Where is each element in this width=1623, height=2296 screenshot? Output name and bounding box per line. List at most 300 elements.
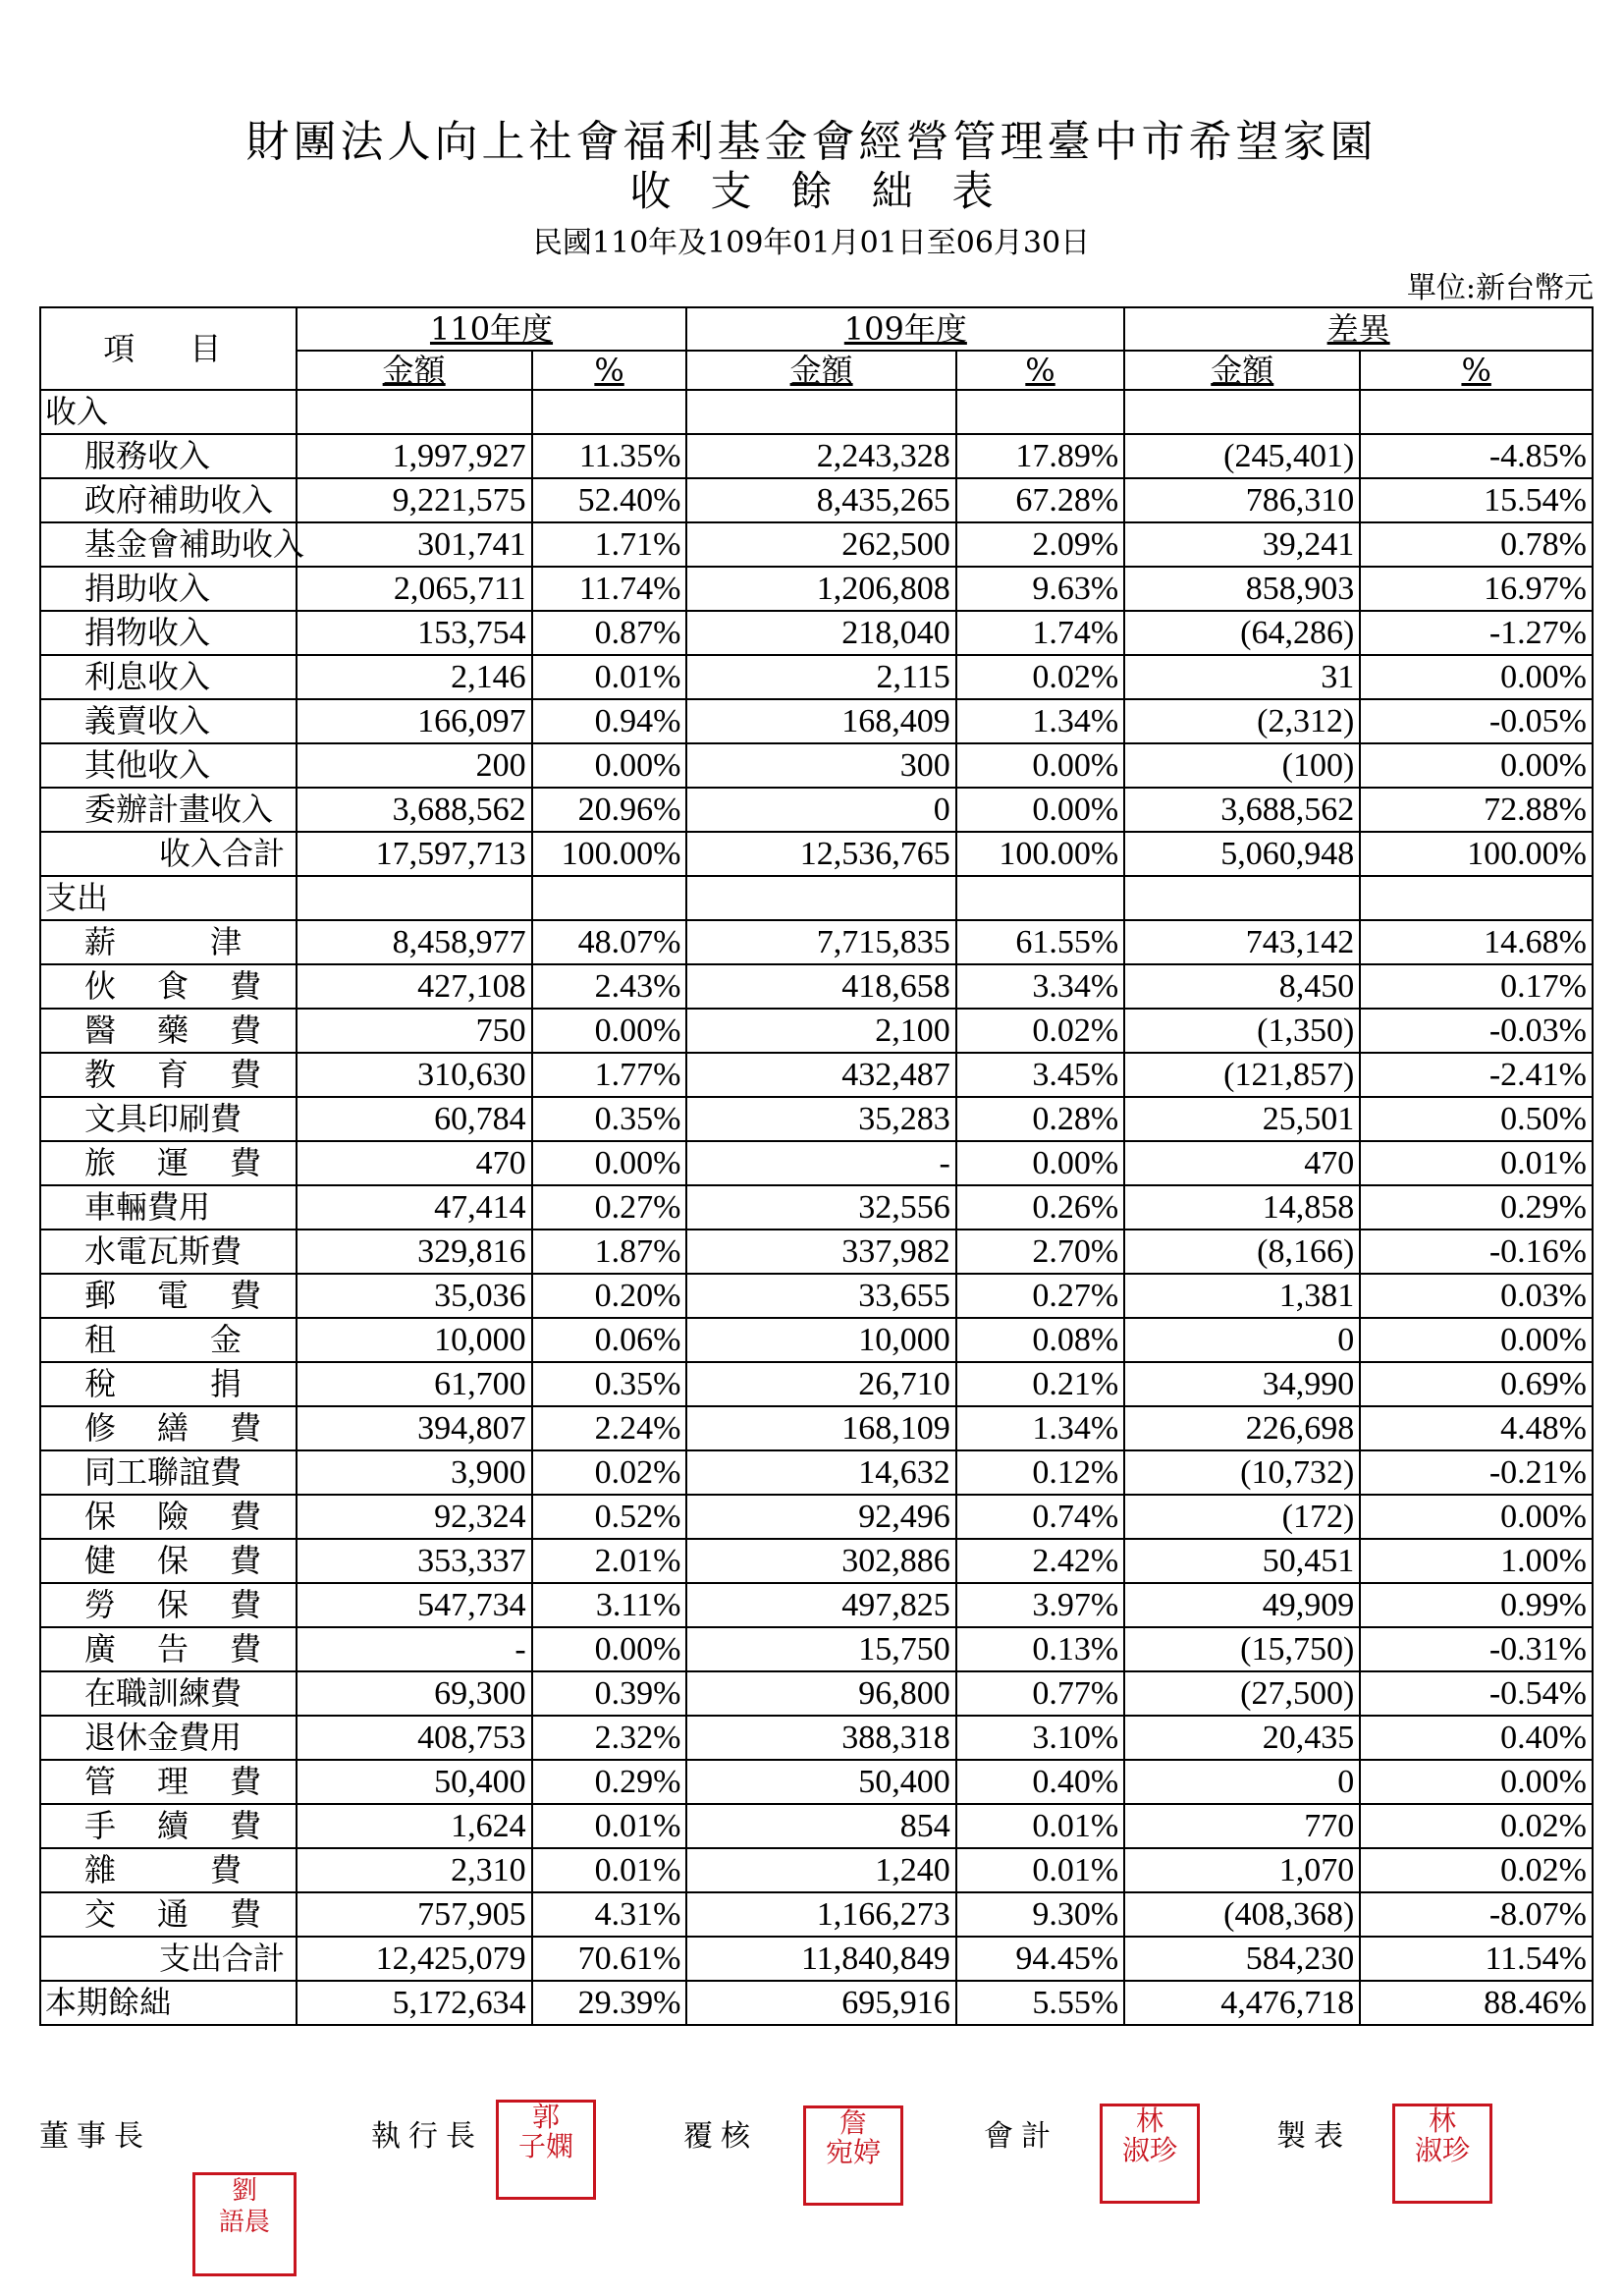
amount-cell — [686, 876, 955, 920]
percent-cell: 0.13% — [956, 1627, 1124, 1671]
percent-cell: 0.00% — [956, 788, 1124, 832]
percent-cell: 2.43% — [532, 964, 687, 1009]
report-period: 民國110年及109年01月01日至06月30日 — [532, 226, 1091, 260]
table-row — [40, 655, 1593, 699]
amount-cell: (245,401) — [1124, 434, 1360, 478]
report-title: 財團法人向上社會福利基金會經營管理臺中市希望家園 — [245, 117, 1378, 167]
table-row — [40, 1848, 1593, 1892]
amount-cell: 15,750 — [686, 1627, 955, 1671]
amount-cell: 337,982 — [686, 1230, 955, 1274]
amount-cell: 3,688,562 — [1124, 788, 1360, 832]
amount-cell: - — [297, 1627, 532, 1671]
income-expense-table — [39, 306, 1594, 2026]
amount-cell: 32,556 — [686, 1185, 955, 1230]
report-subtitle: 收支餘絀表 — [629, 167, 1033, 215]
percent-cell — [532, 876, 687, 920]
table-row — [40, 434, 1593, 478]
percent-cell: 0.00% — [532, 1009, 687, 1053]
amount-cell: 69,300 — [297, 1671, 532, 1716]
percent-cell: 0.27% — [956, 1274, 1124, 1318]
amount-cell: 14,632 — [686, 1450, 955, 1495]
percent-cell: 11.35% — [532, 434, 687, 478]
row-label: 收入 — [40, 390, 297, 434]
table-row — [40, 1981, 1593, 2025]
percent-cell: 0.08% — [956, 1318, 1124, 1362]
amount-cell: 1,206,808 — [686, 567, 955, 611]
amount-cell: 96,800 — [686, 1671, 955, 1716]
percent-cell: 0.01% — [532, 1848, 687, 1892]
amount-cell: 301,741 — [297, 522, 532, 567]
amount-cell: 10,000 — [686, 1318, 955, 1362]
percent-cell: 0.00% — [1360, 1760, 1593, 1804]
amount-cell: 470 — [297, 1141, 532, 1185]
amount-cell: 168,409 — [686, 699, 955, 743]
percent-cell: 0.50% — [1360, 1097, 1593, 1141]
amount-cell: 34,990 — [1124, 1362, 1360, 1406]
percent-cell: 5.55% — [956, 1981, 1124, 2025]
amount-cell: 0 — [1124, 1760, 1360, 1804]
table-row — [40, 1185, 1593, 1230]
table-row — [40, 743, 1593, 788]
percent-cell: 1.74% — [956, 611, 1124, 655]
amount-cell: 757,905 — [297, 1892, 532, 1937]
percent-cell: 0.69% — [1360, 1362, 1593, 1406]
percent-cell: -0.16% — [1360, 1230, 1593, 1274]
table-row — [40, 1892, 1593, 1937]
table-row — [40, 1583, 1593, 1627]
amount-cell: 61,700 — [297, 1362, 532, 1406]
percent-cell: 0.01% — [532, 1804, 687, 1848]
percent-cell: -1.27% — [1360, 611, 1593, 655]
percent-cell: 1.71% — [532, 522, 687, 567]
sign-accounting-label: 會計 — [984, 2119, 1058, 2154]
percent-cell: 16.97% — [1360, 567, 1593, 611]
amount-cell: 584,230 — [1124, 1937, 1360, 1981]
percent-cell: 17.89% — [956, 434, 1124, 478]
percent-cell: 94.45% — [956, 1937, 1124, 1981]
amount-cell: 153,754 — [297, 611, 532, 655]
amount-cell: 470 — [1124, 1141, 1360, 1185]
amount-cell: 39,241 — [1124, 522, 1360, 567]
amount-cell: 14,858 — [1124, 1185, 1360, 1230]
percent-cell: -0.21% — [1360, 1450, 1593, 1495]
table-row — [40, 876, 1593, 920]
amount-cell — [297, 876, 532, 920]
amount-cell: 168,109 — [686, 1406, 955, 1450]
amount-cell: 17,597,713 — [297, 832, 532, 876]
table-row — [40, 390, 1593, 434]
table-row — [40, 699, 1593, 743]
percent-cell: -8.07% — [1360, 1892, 1593, 1937]
header-110: 110年度 — [297, 307, 687, 351]
sign-review-label: 覆核 — [683, 2119, 758, 2154]
percent-cell: 0.99% — [1360, 1583, 1593, 1627]
percent-cell: 0.00% — [532, 743, 687, 788]
header-pct: % — [956, 351, 1124, 390]
percent-cell: -2.41% — [1360, 1053, 1593, 1097]
amount-cell: 1,997,927 — [297, 434, 532, 478]
percent-cell: 14.68% — [1360, 920, 1593, 964]
percent-cell: 4.31% — [532, 1892, 687, 1937]
amount-cell: (8,166) — [1124, 1230, 1360, 1274]
amount-cell: (121,857) — [1124, 1053, 1360, 1097]
prepared-seal: 林 淑珍 — [1392, 2104, 1492, 2204]
amount-cell: 226,698 — [1124, 1406, 1360, 1450]
percent-cell: 3.34% — [956, 964, 1124, 1009]
row-label: 在職訓練費 — [40, 1671, 297, 1716]
row-label: 交通費 — [40, 1892, 297, 1937]
amount-cell: 8,458,977 — [297, 920, 532, 964]
amount-cell: 394,807 — [297, 1406, 532, 1450]
amount-cell: 0 — [1124, 1318, 1360, 1362]
amount-cell: 5,172,634 — [297, 1981, 532, 2025]
percent-cell — [532, 390, 687, 434]
row-label: 文具印刷費 — [40, 1097, 297, 1141]
percent-cell: 0.01% — [956, 1804, 1124, 1848]
amount-cell: 743,142 — [1124, 920, 1360, 964]
table-row — [40, 1450, 1593, 1495]
amount-cell — [686, 390, 955, 434]
amount-cell: 497,825 — [686, 1583, 955, 1627]
percent-cell: 0.28% — [956, 1097, 1124, 1141]
amount-cell: 695,916 — [686, 1981, 955, 2025]
amount-cell: 200 — [297, 743, 532, 788]
percent-cell: 0.77% — [956, 1671, 1124, 1716]
row-label: 伙食費 — [40, 964, 297, 1009]
header-item: 項 目 — [40, 307, 297, 390]
amount-cell: 0 — [686, 788, 955, 832]
percent-cell: 0.00% — [1360, 1495, 1593, 1539]
percent-cell: 0.00% — [1360, 743, 1593, 788]
row-label: 醫藥費 — [40, 1009, 297, 1053]
row-label: 修繕費 — [40, 1406, 297, 1450]
amount-cell: 49,909 — [1124, 1583, 1360, 1627]
percent-cell: -0.31% — [1360, 1627, 1593, 1671]
row-label: 水電瓦斯費 — [40, 1230, 297, 1274]
percent-cell: 0.35% — [532, 1362, 687, 1406]
table-row — [40, 567, 1593, 611]
percent-cell: 0.01% — [956, 1848, 1124, 1892]
table-body — [40, 307, 1593, 2025]
amount-cell: 218,040 — [686, 611, 955, 655]
amount-cell: (64,286) — [1124, 611, 1360, 655]
percent-cell: 48.07% — [532, 920, 687, 964]
sign-prepared-label: 製表 — [1276, 2119, 1351, 2154]
percent-cell: 0.01% — [532, 655, 687, 699]
table-row — [40, 1141, 1593, 1185]
row-label: 同工聯誼費 — [40, 1450, 297, 1495]
percent-cell: 0.02% — [1360, 1848, 1593, 1892]
percent-cell: 0.40% — [956, 1760, 1124, 1804]
percent-cell: 29.39% — [532, 1981, 687, 2025]
amount-cell: 7,715,835 — [686, 920, 955, 964]
percent-cell: 0.00% — [532, 1141, 687, 1185]
row-label: 管理費 — [40, 1760, 297, 1804]
percent-cell: 100.00% — [1360, 832, 1593, 876]
percent-cell: 2.09% — [956, 522, 1124, 567]
percent-cell: 20.96% — [532, 788, 687, 832]
amount-cell: 388,318 — [686, 1716, 955, 1760]
table-row — [40, 522, 1593, 567]
amount-cell: 2,310 — [297, 1848, 532, 1892]
percent-cell: 3.10% — [956, 1716, 1124, 1760]
row-label: 支出 — [40, 876, 297, 920]
amount-cell: 408,753 — [297, 1716, 532, 1760]
ceo-seal: 郭 子嫻 — [496, 2100, 596, 2200]
percent-cell: 88.46% — [1360, 1981, 1593, 2025]
percent-cell: 0.00% — [1360, 655, 1593, 699]
percent-cell — [956, 876, 1124, 920]
amount-cell: 5,060,948 — [1124, 832, 1360, 876]
percent-cell: 0.40% — [1360, 1716, 1593, 1760]
amount-cell: 854 — [686, 1804, 955, 1848]
amount-cell: 25,501 — [1124, 1097, 1360, 1141]
header-diff: 差異 — [1124, 307, 1593, 351]
amount-cell: 26,710 — [686, 1362, 955, 1406]
amount-cell: 8,435,265 — [686, 478, 955, 522]
row-label: 薪津 — [40, 920, 297, 964]
percent-cell: 0.00% — [956, 743, 1124, 788]
percent-cell: 0.29% — [532, 1760, 687, 1804]
amount-cell: 11,840,849 — [686, 1937, 955, 1981]
row-label: 手續費 — [40, 1804, 297, 1848]
amount-cell: 418,658 — [686, 964, 955, 1009]
amount-cell: 2,115 — [686, 655, 955, 699]
percent-cell: 0.02% — [1360, 1804, 1593, 1848]
row-label: 車輛費用 — [40, 1185, 297, 1230]
amount-cell: 262,500 — [686, 522, 955, 567]
row-label: 委辦計畫收入 — [40, 788, 297, 832]
percent-cell: 11.54% — [1360, 1937, 1593, 1981]
amount-cell: 1,166,273 — [686, 1892, 955, 1937]
table-row — [40, 1539, 1593, 1583]
percent-cell: 0.39% — [532, 1671, 687, 1716]
header-pct: % — [1360, 351, 1593, 390]
table-row — [40, 1097, 1593, 1141]
amount-cell: (2,312) — [1124, 699, 1360, 743]
table-row — [40, 611, 1593, 655]
amount-cell: 47,414 — [297, 1185, 532, 1230]
percent-cell: 0.94% — [532, 699, 687, 743]
row-label: 捐助收入 — [40, 567, 297, 611]
percent-cell: 1.34% — [956, 699, 1124, 743]
amount-cell: 786,310 — [1124, 478, 1360, 522]
percent-cell: 3.45% — [956, 1053, 1124, 1097]
amount-cell: (10,732) — [1124, 1450, 1360, 1495]
amount-cell: 2,065,711 — [297, 567, 532, 611]
percent-cell: 1.34% — [956, 1406, 1124, 1450]
percent-cell — [1360, 876, 1593, 920]
percent-cell: 0.26% — [956, 1185, 1124, 1230]
amount-cell — [297, 390, 532, 434]
percent-cell: 9.30% — [956, 1892, 1124, 1937]
table-row — [40, 1274, 1593, 1318]
percent-cell: 0.27% — [532, 1185, 687, 1230]
row-label: 退休金費用 — [40, 1716, 297, 1760]
amount-cell: 310,630 — [297, 1053, 532, 1097]
amount-cell: 20,435 — [1124, 1716, 1360, 1760]
amount-cell: 166,097 — [297, 699, 532, 743]
amount-cell: 427,108 — [297, 964, 532, 1009]
percent-cell: 0.35% — [532, 1097, 687, 1141]
amount-cell: - — [686, 1141, 955, 1185]
chairman-seal: 劉 語晨 — [192, 2172, 297, 2276]
table-row — [40, 1495, 1593, 1539]
row-label: 保險費 — [40, 1495, 297, 1539]
amount-cell: 8,450 — [1124, 964, 1360, 1009]
amount-cell: 3,688,562 — [297, 788, 532, 832]
percent-cell: 70.61% — [532, 1937, 687, 1981]
amount-cell: (408,368) — [1124, 1892, 1360, 1937]
table-row — [40, 1230, 1593, 1274]
amount-cell: (100) — [1124, 743, 1360, 788]
percent-cell: 1.00% — [1360, 1539, 1593, 1583]
amount-cell: 300 — [686, 743, 955, 788]
row-label: 政府補助收入 — [40, 478, 297, 522]
percent-cell: 0.20% — [532, 1274, 687, 1318]
amount-cell: 750 — [297, 1009, 532, 1053]
percent-cell: 0.74% — [956, 1495, 1124, 1539]
table-row — [40, 832, 1593, 876]
amount-cell: 2,146 — [297, 655, 532, 699]
percent-cell — [956, 390, 1124, 434]
row-label: 其他收入 — [40, 743, 297, 788]
table-row — [40, 964, 1593, 1009]
percent-cell: 0.29% — [1360, 1185, 1593, 1230]
percent-cell: 0.06% — [532, 1318, 687, 1362]
table-row — [40, 1318, 1593, 1362]
percent-cell: 2.42% — [956, 1539, 1124, 1583]
amount-cell: 33,655 — [686, 1274, 955, 1318]
table-row — [40, 1627, 1593, 1671]
percent-cell: 4.48% — [1360, 1406, 1593, 1450]
amount-cell: 10,000 — [297, 1318, 532, 1362]
amount-cell: 1,624 — [297, 1804, 532, 1848]
percent-cell: 0.21% — [956, 1362, 1124, 1406]
percent-cell: 52.40% — [532, 478, 687, 522]
amount-cell: 353,337 — [297, 1539, 532, 1583]
percent-cell: 9.63% — [956, 567, 1124, 611]
percent-cell: 0.02% — [956, 655, 1124, 699]
percent-cell: 2.32% — [532, 1716, 687, 1760]
review-seal: 詹 宛婷 — [803, 2105, 903, 2206]
percent-cell: 1.77% — [532, 1053, 687, 1097]
table-row — [40, 478, 1593, 522]
amount-cell: 302,886 — [686, 1539, 955, 1583]
percent-cell: 3.97% — [956, 1583, 1124, 1627]
table-row — [40, 1362, 1593, 1406]
row-label: 收入合計 — [40, 832, 297, 876]
percent-cell: 3.11% — [532, 1583, 687, 1627]
percent-cell: 72.88% — [1360, 788, 1593, 832]
table-row — [40, 1716, 1593, 1760]
amount-cell: 858,903 — [1124, 567, 1360, 611]
amount-cell: 2,100 — [686, 1009, 955, 1053]
sign-chairman-label: 董事長 — [39, 2119, 151, 2154]
amount-cell: 92,496 — [686, 1495, 955, 1539]
table-row — [40, 1671, 1593, 1716]
table-row — [40, 1009, 1593, 1053]
amount-cell: 770 — [1124, 1804, 1360, 1848]
header-amount: 金額 — [686, 351, 955, 390]
amount-cell: 1,381 — [1124, 1274, 1360, 1318]
amount-cell: 12,536,765 — [686, 832, 955, 876]
table-row — [40, 1406, 1593, 1450]
amount-cell: 1,070 — [1124, 1848, 1360, 1892]
row-label: 服務收入 — [40, 434, 297, 478]
amount-cell: 92,324 — [297, 1495, 532, 1539]
percent-cell: 1.87% — [532, 1230, 687, 1274]
amount-cell: 1,240 — [686, 1848, 955, 1892]
row-label: 捐物收入 — [40, 611, 297, 655]
row-label: 勞保費 — [40, 1583, 297, 1627]
row-label: 教育費 — [40, 1053, 297, 1097]
percent-cell: 61.55% — [956, 920, 1124, 964]
percent-cell: 0.12% — [956, 1450, 1124, 1495]
amount-cell: 50,400 — [686, 1760, 955, 1804]
percent-cell: -0.05% — [1360, 699, 1593, 743]
percent-cell: 0.01% — [1360, 1141, 1593, 1185]
currency-unit: 單位:新台幣元 — [1406, 271, 1594, 305]
amount-cell: (172) — [1124, 1495, 1360, 1539]
percent-cell: 11.74% — [532, 567, 687, 611]
row-label: 義賣收入 — [40, 699, 297, 743]
amount-cell: 31 — [1124, 655, 1360, 699]
row-label: 健保費 — [40, 1539, 297, 1583]
percent-cell: 15.54% — [1360, 478, 1593, 522]
percent-cell: 67.28% — [956, 478, 1124, 522]
table-row — [40, 920, 1593, 964]
amount-cell: 60,784 — [297, 1097, 532, 1141]
percent-cell: 100.00% — [532, 832, 687, 876]
row-label: 旅運費 — [40, 1141, 297, 1185]
row-label: 租金 — [40, 1318, 297, 1362]
amount-cell: 50,451 — [1124, 1539, 1360, 1583]
table-row — [40, 1760, 1593, 1804]
amount-cell: (1,350) — [1124, 1009, 1360, 1053]
amount-cell: 432,487 — [686, 1053, 955, 1097]
table-row — [40, 1804, 1593, 1848]
amount-cell: 4,476,718 — [1124, 1981, 1360, 2025]
header-109: 109年度 — [686, 307, 1124, 351]
percent-cell: -0.54% — [1360, 1671, 1593, 1716]
amount-cell: 9,221,575 — [297, 478, 532, 522]
amount-cell: 329,816 — [297, 1230, 532, 1274]
amount-cell: 2,243,328 — [686, 434, 955, 478]
percent-cell: -0.03% — [1360, 1009, 1593, 1053]
percent-cell: 0.03% — [1360, 1274, 1593, 1318]
header-amount: 金額 — [1124, 351, 1360, 390]
table-row — [40, 788, 1593, 832]
table-row — [40, 1937, 1593, 1981]
header-pct: % — [532, 351, 687, 390]
percent-cell: 2.70% — [956, 1230, 1124, 1274]
percent-cell: 0.00% — [956, 1141, 1124, 1185]
percent-cell: -4.85% — [1360, 434, 1593, 478]
amount-cell: 35,283 — [686, 1097, 955, 1141]
percent-cell: 0.00% — [1360, 1318, 1593, 1362]
amount-cell — [1124, 876, 1360, 920]
percent-cell: 0.17% — [1360, 964, 1593, 1009]
percent-cell — [1360, 390, 1593, 434]
amount-cell: 50,400 — [297, 1760, 532, 1804]
row-label: 廣告費 — [40, 1627, 297, 1671]
row-label: 雜費 — [40, 1848, 297, 1892]
amount-cell: 3,900 — [297, 1450, 532, 1495]
header-amount: 金額 — [297, 351, 532, 390]
row-label: 稅捐 — [40, 1362, 297, 1406]
percent-cell: 0.00% — [532, 1627, 687, 1671]
